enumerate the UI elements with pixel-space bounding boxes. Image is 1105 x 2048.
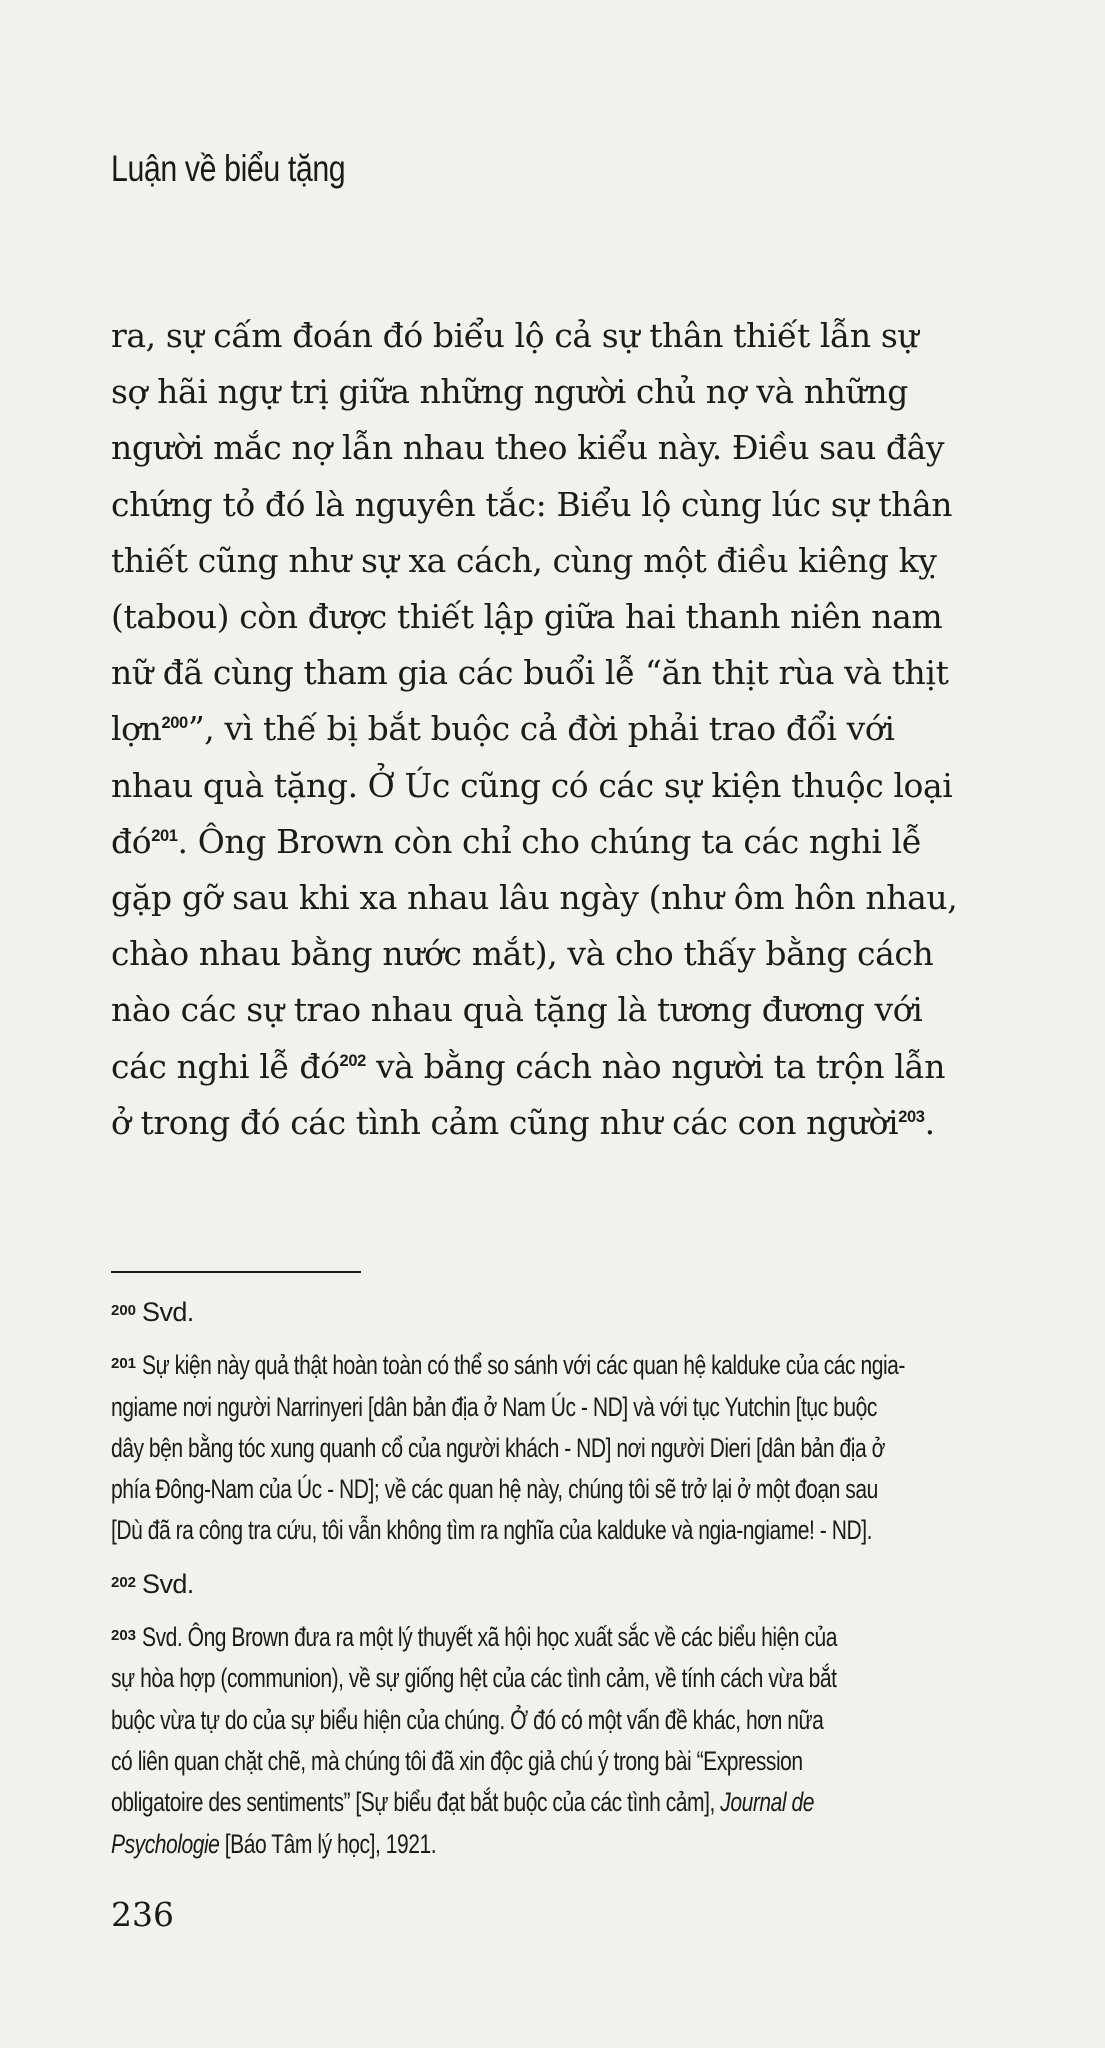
text-line [111, 1095, 971, 1151]
body-paragraph [111, 308, 971, 1151]
text-line: chào nhau bằng nước mắt), và cho thấy bằng cách [111, 934, 934, 974]
footnote-italic-title: Psychologie [111, 1828, 220, 1859]
text-segment: ”, vì thế bị bắt buộc cả đời phải trao đổi với [187, 709, 895, 749]
text-line: người mắc nợ lẫn nhau theo kiểu này. Điều sau đây [111, 428, 945, 468]
text-line [111, 814, 971, 870]
text-segment: ở trong đó các tình cảm cũng như các con người [111, 1102, 899, 1142]
text-line: sợ hãi ngự trị giữa những người chủ nợ và những [111, 372, 908, 412]
text-line: thiết cũng như sự xa cách, cùng một điều kiêng kỵ [111, 540, 937, 580]
text-line: chứng tỏ đó là nguyên tắc: Biểu lộ cùng lúc sự thân [111, 484, 953, 524]
footnote-text: Svd. [142, 1568, 194, 1599]
footnote-text: buộc vừa tự do của sự biểu hiện của chúng. Ở đó có một vấn đề khác, hơn nữa [111, 1704, 824, 1735]
footnote-text: sự hòa hợp (communion), về sự giống hệt của các tình cảm, về tính cách vừa bắt [111, 1663, 837, 1694]
footnote-line [111, 1824, 991, 1865]
footnote-line [111, 1510, 991, 1551]
text-segment: và bằng cách nào người ta trộn lẫn [365, 1046, 946, 1086]
text-line: (tabou) còn được thiết lập giữa hai thanh niên nam [111, 597, 943, 637]
footnote-201 [111, 1343, 991, 1551]
footnote-text [111, 1782, 814, 1823]
text-line: ra, sự cấm đoán đó biểu lộ cả sự thân thiết lẫn sự [111, 316, 919, 355]
footnote-line [111, 1700, 991, 1741]
footnote-text: phía Đông-Nam của Úc - ND]; về các quan hệ này, chúng tôi sẽ trở lại ở một đoạn sau [111, 1474, 878, 1505]
footnote-ref-201: 201 [151, 826, 178, 845]
footnote-number: 202 [111, 1573, 137, 1591]
footnote-line [111, 1469, 991, 1510]
text-line [111, 1039, 971, 1095]
text-line: nhau quà tặng. Ở Úc cũng có các sự kiện thuộc loại [111, 765, 953, 805]
footnote-text [111, 1824, 436, 1865]
footnote-line [111, 1615, 991, 1658]
page-number: 236 [111, 1895, 174, 1934]
footnote-200 [111, 1290, 991, 1333]
footnote-line [111, 1428, 991, 1469]
footnote-202 [111, 1562, 991, 1605]
text-line: nào các sự trao nhau quà tặng là tương đương với [111, 990, 923, 1030]
footnote-line [111, 1562, 991, 1605]
footnote-number: 203 [111, 1627, 137, 1645]
footnote-line [111, 1387, 991, 1428]
footnote-divider [111, 1271, 361, 1273]
text-segment: . Ông Brown còn chỉ cho chúng ta các nghi lễ [177, 821, 922, 861]
footnote-ref-200: 200 [161, 714, 188, 733]
footnote-italic-title: Journal de [720, 1787, 814, 1818]
text-segment: đó [111, 821, 152, 861]
text-line: gặp gỡ sau khi xa nhau lâu ngày (như ôm hôn nhau, [111, 878, 958, 918]
footnote-text: ngiame nơi người Narrinyeri [dân bản địa ở Nam Úc - ND] và với tục Yutchin [tục buộc [111, 1391, 877, 1422]
footnote-ref-202: 202 [339, 1051, 366, 1070]
footnote-line [111, 1741, 991, 1782]
footnote-line [111, 1658, 991, 1699]
footnote-203 [111, 1615, 991, 1865]
footnote-line [111, 1782, 991, 1823]
footnote-line [111, 1290, 991, 1333]
running-header: Luận về biểu tặng [111, 148, 346, 189]
footnote-text: Svd. [142, 1297, 194, 1327]
footnote-ref-203: 203 [898, 1107, 925, 1126]
footnotes [111, 1290, 991, 1875]
footnote-line [111, 1343, 991, 1386]
text-segment: lợn [111, 709, 162, 749]
footnote-number: 200 [111, 1302, 137, 1319]
text-segment: . [924, 1102, 935, 1142]
footnote-text: dây bện bằng tóc xung quanh cổ của người khách - ND] nơi người Dieri [dân bản địa ở [111, 1432, 885, 1463]
footnote-text: có liên quan chặt chẽ, mà chúng tôi đã xin độc giả chú ý trong bài “Expression [111, 1745, 803, 1776]
footnote-text: Svd. Ông Brown đưa ra một lý thuyết xã hội học xuất sắc về các biểu hiện của [142, 1622, 837, 1653]
footnote-text-segment: [Báo Tâm lý học], 1921. [219, 1828, 437, 1859]
text-segment: các nghi lễ đó [111, 1046, 340, 1086]
footnote-text-segment: obligatoire des sentiments” [Sự biểu đạt bắt buộc của các tình cảm], [111, 1787, 715, 1818]
text-line [111, 701, 971, 757]
footnote-text: [Dù đã ra công tra cứu, tôi vẫn không tìm ra nghĩa của kalduke và ngia-ngiame! - ND]. [111, 1515, 872, 1546]
footnote-number: 201 [111, 1355, 137, 1373]
text-line: nữ đã cùng tham gia các buổi lễ “ăn thịt rùa và thịt [111, 653, 949, 693]
footnote-text: Sự kiện này quả thật hoàn toàn có thể so sánh với các quan hệ kalduke của các ngia- [142, 1350, 905, 1381]
